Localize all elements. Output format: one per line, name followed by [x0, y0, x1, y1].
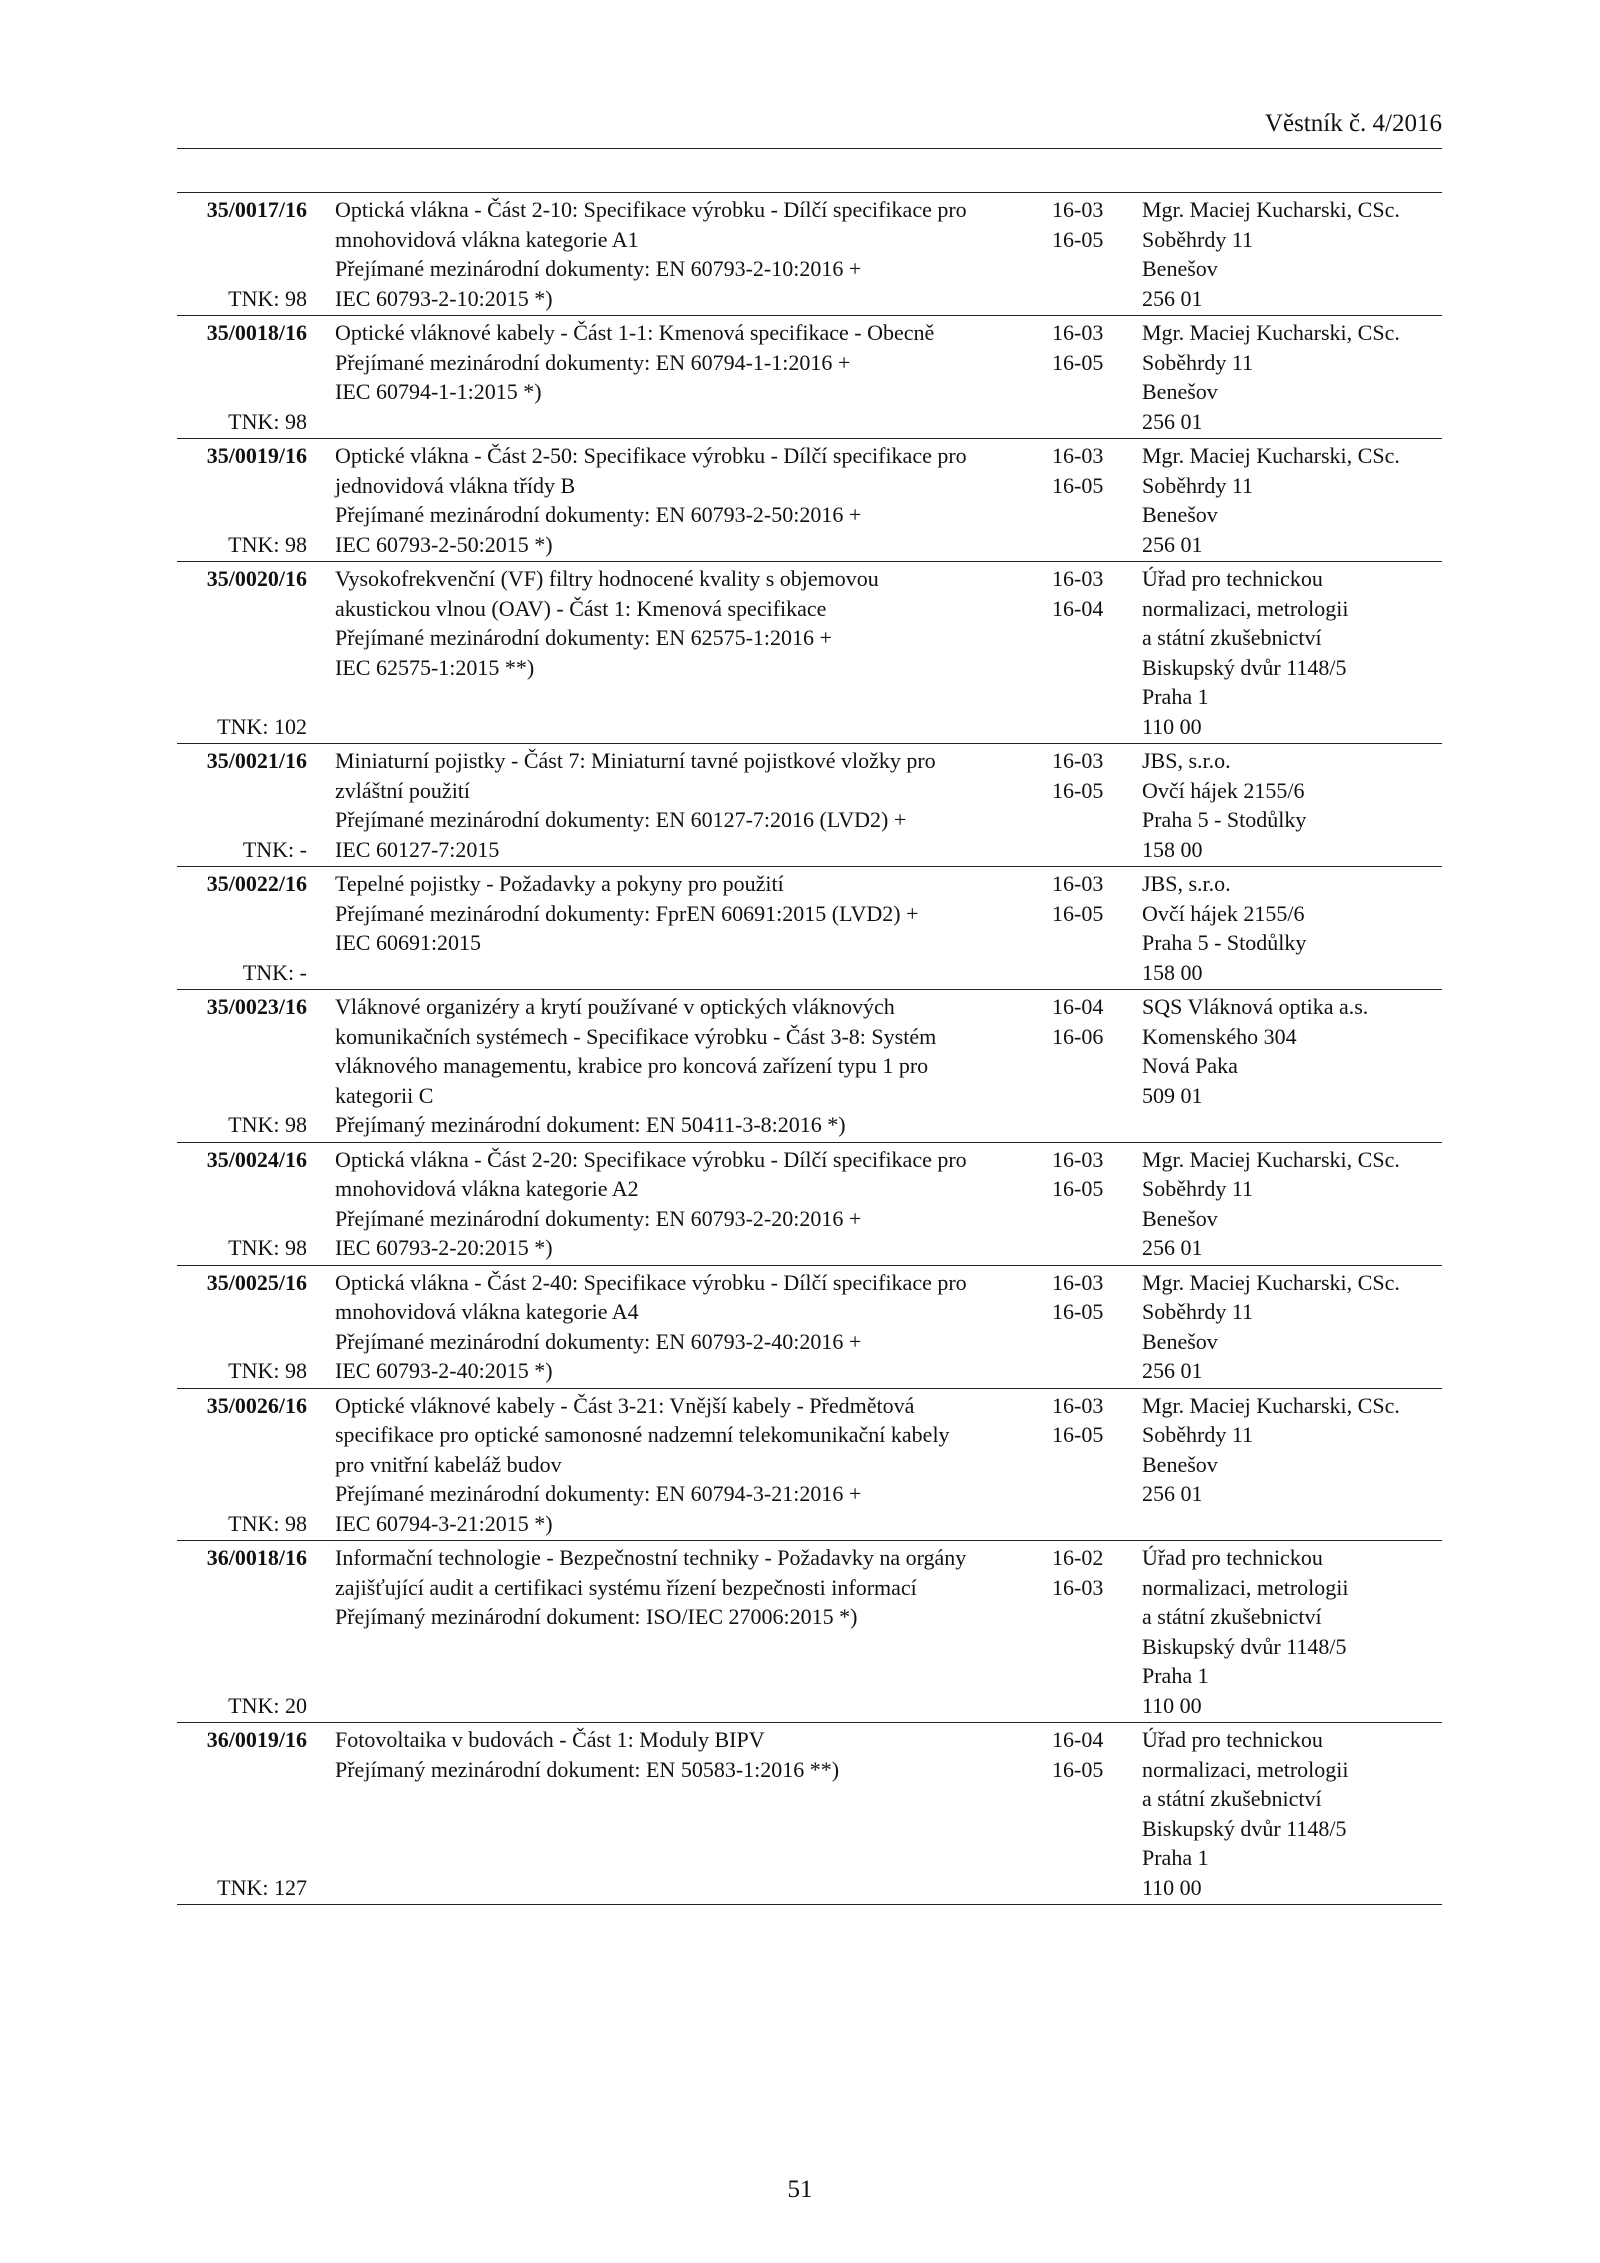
contact-line: normalizaci, metrologii: [1142, 1756, 1349, 1782]
description-line: Přejímané mezinárodní dokumenty: EN 60794-1-1:2016 +: [335, 349, 851, 375]
contact-line: 110 00: [1142, 1874, 1202, 1900]
standard-code: 35/0023/16: [206, 994, 307, 1019]
code-cell: [177, 1268, 307, 1386]
contact-cell: [1142, 1543, 1442, 1720]
description-cell: [307, 441, 1052, 559]
contact-line: Mgr. Maciej Kucharski, CSc.: [1142, 1269, 1400, 1295]
standard-code: 35/0021/16: [206, 748, 307, 773]
contact-line: normalizaci, metrologii: [1142, 1574, 1349, 1600]
date-line: 16-03: [1052, 1269, 1104, 1295]
contact-line: JBS, s.r.o.: [1142, 748, 1231, 773]
contact-line: Benešov: [1142, 502, 1218, 527]
contact-cell: [1142, 564, 1442, 741]
description-line: Přejímaný mezinárodní dokument: EN 50583-1:2016 **): [335, 1756, 840, 1782]
table-row: [177, 1143, 1442, 1266]
tnk-number: TNK: -: [242, 836, 307, 862]
contact-cell: [1142, 869, 1442, 987]
standard-code: 35/0026/16: [206, 1392, 307, 1418]
description-line: Přejímané mezinárodní dokumenty: EN 60127-7:2016 (LVD2) +: [335, 807, 907, 832]
contact-line: Benešov: [1142, 1328, 1218, 1354]
table-row: [177, 193, 1442, 316]
contact-line: Ovčí hájek 2155/6: [1142, 777, 1305, 803]
tnk-number: TNK: 20: [228, 1692, 307, 1718]
date-cell: [1052, 195, 1142, 313]
table-row: [177, 1723, 1442, 1905]
page-header: [177, 110, 1442, 149]
description-line: IEC 60793-2-20:2015 *): [335, 1235, 553, 1260]
contact-line: 509 01: [1142, 1082, 1203, 1108]
contact-line: Praha 5 - Stodůlky: [1142, 930, 1307, 955]
description-cell: [307, 564, 1052, 741]
date-line: 16-05: [1052, 1756, 1104, 1782]
table-row: [177, 316, 1442, 439]
description-cell: [307, 1268, 1052, 1386]
description-line: vláknového managementu, krabice pro koncová zařízení typu 1 pro: [335, 1053, 929, 1078]
description-line: Přejímané mezinárodní dokumenty: EN 60793-2-40:2016 +: [335, 1328, 862, 1354]
contact-line: Soběhrdy 11: [1142, 1299, 1254, 1324]
description-line: Fotovoltaika v budovách - Část 1: Moduly BIPV: [335, 1727, 765, 1752]
date-cell: [1052, 564, 1142, 741]
table-row: [177, 744, 1442, 867]
date-cell: [1052, 992, 1142, 1140]
date-cell: [1052, 1145, 1142, 1263]
date-line: 16-05: [1052, 777, 1104, 803]
date-cell: [1052, 1268, 1142, 1386]
description-line: Optické vláknové kabely - Část 1-1: Kmenová specifikace - Obecně: [335, 320, 935, 345]
description-cell: [307, 195, 1052, 313]
description-line: zvláštní použití: [335, 777, 471, 803]
contact-line: a státní zkušebnictví: [1142, 1786, 1322, 1811]
code-cell: [177, 441, 307, 559]
description-line: Optická vlákna - Část 2-10: Specifikace výrobku - Dílčí specifikace pro: [335, 197, 967, 222]
tnk-number: TNK: 102: [217, 713, 307, 739]
date-cell: [1052, 1725, 1142, 1902]
contact-line: Nová Paka: [1142, 1053, 1238, 1078]
contact-line: Komenského 304: [1142, 1023, 1297, 1049]
contact-line: 256 01: [1142, 1481, 1203, 1506]
date-cell: [1052, 1391, 1142, 1539]
date-line: 16-06: [1052, 1023, 1104, 1049]
table-row: [177, 562, 1442, 744]
standards-table: [177, 192, 1442, 1905]
contact-line: 256 01: [1142, 285, 1203, 311]
standard-code: 35/0025/16: [206, 1269, 307, 1295]
description-line: mnohovidová vlákna kategorie A4: [335, 1299, 639, 1324]
description-cell: [307, 992, 1052, 1140]
description-cell: [307, 318, 1052, 436]
code-cell: [177, 195, 307, 313]
standard-code: 35/0017/16: [206, 197, 307, 222]
contact-line: JBS, s.r.o.: [1142, 871, 1231, 896]
contact-line: Praha 1: [1142, 1663, 1209, 1688]
contact-line: 256 01: [1142, 1358, 1203, 1383]
description-line: IEC 60793-2-10:2015 *): [335, 285, 553, 311]
contact-line: Ovčí hájek 2155/6: [1142, 900, 1305, 926]
description-line: Tepelné pojistky - Požadavky a pokyny pro použití: [335, 871, 784, 896]
date-cell: [1052, 441, 1142, 559]
contact-line: Úřad pro technickou: [1142, 1545, 1323, 1570]
description-cell: [307, 1145, 1052, 1263]
tnk-number: TNK: 98: [228, 408, 307, 434]
tnk-number: TNK: 98: [228, 1112, 307, 1137]
code-cell: [177, 869, 307, 987]
date-line: 16-03: [1052, 566, 1104, 591]
code-cell: [177, 1391, 307, 1539]
date-line: 16-02: [1052, 1545, 1104, 1570]
contact-line: Praha 5 - Stodůlky: [1142, 807, 1307, 832]
date-line: 16-03: [1052, 871, 1104, 896]
date-cell: [1052, 1543, 1142, 1720]
contact-line: Mgr. Maciej Kucharski, CSc.: [1142, 1392, 1400, 1418]
description-line: Optické vlákna - Část 2-50: Specifikace výrobku - Dílčí specifikace pro: [335, 443, 967, 468]
date-line: 16-05: [1052, 226, 1104, 252]
date-line: 16-04: [1052, 1727, 1104, 1752]
description-line: IEC 60793-2-40:2015 *): [335, 1358, 553, 1383]
description-line: Přejímané mezinárodní dokumenty: FprEN 60691:2015 (LVD2) +: [335, 900, 919, 926]
description-line: Přejímané mezinárodní dokumenty: EN 62575-1:2016 +: [335, 625, 832, 650]
contact-cell: [1142, 195, 1442, 313]
contact-line: Soběhrdy 11: [1142, 226, 1254, 252]
contact-line: a státní zkušebnictví: [1142, 1604, 1322, 1629]
contact-line: 158 00: [1142, 836, 1203, 862]
code-cell: [177, 1725, 307, 1902]
date-cell: [1052, 746, 1142, 864]
date-line: 16-05: [1052, 472, 1104, 498]
page-number: 51: [787, 2176, 813, 2203]
standard-code: 35/0024/16: [206, 1146, 307, 1172]
date-line: 16-03: [1052, 1574, 1104, 1600]
code-cell: [177, 318, 307, 436]
description-line: komunikačních systémech - Specifikace výrobku - Část 3-8: Systém: [335, 1023, 937, 1049]
contact-line: Mgr. Maciej Kucharski, CSc.: [1142, 320, 1400, 345]
description-line: Přejímané mezinárodní dokumenty: EN 60793-2-50:2016 +: [335, 502, 862, 527]
contact-cell: [1142, 1268, 1442, 1386]
description-line: zajišťující audit a certifikaci systému řízení bezpečnosti informací: [335, 1574, 917, 1600]
description-line: IEC 60794-3-21:2015 *): [335, 1510, 553, 1536]
description-cell: [307, 746, 1052, 864]
contact-line: Benešov: [1142, 1205, 1218, 1231]
contact-line: Biskupský dvůr 1148/5: [1142, 654, 1347, 680]
contact-cell: [1142, 992, 1442, 1140]
date-line: 16-03: [1052, 1392, 1104, 1418]
contact-line: 256 01: [1142, 1235, 1203, 1260]
description-line: IEC 60793-2-50:2015 *): [335, 531, 553, 557]
contact-cell: [1142, 318, 1442, 436]
description-line: akustickou vlnou (OAV) - Část 1: Kmenová specifikace: [335, 595, 827, 621]
tnk-number: TNK: -: [242, 959, 307, 985]
description-line: specifikace pro optické samonosné nadzemní telekomunikační kabely: [335, 1422, 950, 1447]
description-line: Optická vlákna - Část 2-20: Specifikace výrobku - Dílčí specifikace pro: [335, 1146, 967, 1172]
description-line: Přejímané mezinárodní dokumenty: EN 60794-3-21:2016 +: [335, 1481, 862, 1506]
contact-line: normalizaci, metrologii: [1142, 595, 1349, 621]
description-line: Vysokofrekvenční (VF) filtry hodnocené kvality s objemovou: [335, 566, 879, 591]
standard-code: 36/0018/16: [206, 1545, 307, 1570]
description-line: mnohovidová vlákna kategorie A1: [335, 226, 639, 252]
description-line: Informační technologie - Bezpečnostní techniky - Požadavky na orgány: [335, 1545, 967, 1570]
standard-code: 36/0019/16: [206, 1727, 307, 1752]
table-row: [177, 1541, 1442, 1723]
date-line: 16-03: [1052, 443, 1104, 468]
description-cell: [307, 869, 1052, 987]
tnk-number: TNK: 98: [228, 1510, 307, 1536]
date-line: 16-04: [1052, 994, 1104, 1019]
contact-line: Benešov: [1142, 379, 1218, 404]
contact-line: 256 01: [1142, 408, 1203, 434]
standard-code: 35/0018/16: [206, 320, 307, 345]
contact-line: SQS Vláknová optika a.s.: [1142, 994, 1369, 1019]
description-line: Přejímané mezinárodní dokumenty: EN 60793-2-10:2016 +: [335, 256, 862, 281]
tnk-number: TNK: 98: [228, 531, 307, 557]
contact-line: 110 00: [1142, 713, 1202, 739]
description-line: Vláknové organizéry a krytí používané v optických vláknových: [335, 994, 895, 1019]
date-line: 16-05: [1052, 1422, 1104, 1447]
standard-code: 35/0019/16: [206, 443, 307, 468]
contact-cell: [1142, 1391, 1442, 1539]
contact-line: Úřad pro technickou: [1142, 566, 1323, 591]
contact-line: a státní zkušebnictví: [1142, 625, 1322, 650]
description-line: IEC 60691:2015: [335, 930, 482, 955]
date-line: 16-03: [1052, 320, 1104, 345]
date-line: 16-05: [1052, 1299, 1104, 1324]
contact-line: 256 01: [1142, 531, 1203, 557]
contact-cell: [1142, 1725, 1442, 1902]
date-line: 16-03: [1052, 748, 1104, 773]
description-line: Přejímané mezinárodní dokumenty: EN 60793-2-20:2016 +: [335, 1205, 862, 1231]
date-cell: [1052, 318, 1142, 436]
contact-line: 110 00: [1142, 1692, 1202, 1718]
table-row: [177, 867, 1442, 990]
date-line: 16-03: [1052, 197, 1104, 222]
code-cell: [177, 1543, 307, 1720]
contact-line: Soběhrdy 11: [1142, 1176, 1254, 1201]
description-line: Miniaturní pojistky - Část 7: Miniaturní tavné pojistkové vložky pro: [335, 748, 936, 773]
table-row: [177, 1389, 1442, 1542]
contact-cell: [1142, 746, 1442, 864]
journal-title: Věstník č. 4/2016: [1264, 110, 1442, 137]
contact-line: Soběhrdy 11: [1142, 349, 1254, 375]
contact-cell: [1142, 441, 1442, 559]
tnk-number: TNK: 127: [217, 1874, 307, 1900]
contact-cell: [1142, 1145, 1442, 1263]
description-line: IEC 60127-7:2015: [335, 836, 500, 862]
description-line: Optické vláknové kabely - Část 3-21: Vnější kabely - Předmětová: [335, 1392, 915, 1418]
table-row: [177, 1266, 1442, 1389]
date-cell: [1052, 869, 1142, 987]
contact-line: Benešov: [1142, 1451, 1218, 1477]
contact-line: Mgr. Maciej Kucharski, CSc.: [1142, 443, 1400, 468]
table-row: [177, 990, 1442, 1143]
table-row: [177, 439, 1442, 562]
description-line: pro vnitřní kabeláž budov: [335, 1451, 562, 1477]
code-cell: [177, 746, 307, 864]
contact-line: Praha 1: [1142, 684, 1209, 709]
contact-line: Soběhrdy 11: [1142, 472, 1254, 498]
tnk-number: TNK: 98: [228, 285, 307, 311]
tnk-number: TNK: 98: [228, 1235, 307, 1260]
date-line: 16-05: [1052, 1176, 1104, 1201]
description-line: mnohovidová vlákna kategorie A2: [335, 1176, 639, 1201]
code-cell: [177, 992, 307, 1140]
description-line: Přejímaný mezinárodní dokument: ISO/IEC 27006:2015 *): [335, 1604, 858, 1629]
date-line: 16-05: [1052, 900, 1104, 926]
description-line: Optická vlákna - Část 2-40: Specifikace výrobku - Dílčí specifikace pro: [335, 1269, 967, 1295]
contact-line: Benešov: [1142, 256, 1218, 281]
description-line: IEC 60794-1-1:2015 *): [335, 379, 542, 404]
contact-line: Soběhrdy 11: [1142, 1422, 1254, 1447]
contact-line: Mgr. Maciej Kucharski, CSc.: [1142, 1146, 1400, 1172]
contact-line: Praha 1: [1142, 1845, 1209, 1870]
date-line: 16-05: [1052, 349, 1104, 375]
code-cell: [177, 1145, 307, 1263]
code-cell: [177, 564, 307, 741]
standard-code: 35/0020/16: [206, 566, 307, 591]
description-cell: [307, 1543, 1052, 1720]
contact-line: Biskupský dvůr 1148/5: [1142, 1815, 1347, 1841]
contact-line: Biskupský dvůr 1148/5: [1142, 1633, 1347, 1659]
description-line: jednovidová vlákna třídy B: [335, 472, 576, 498]
description-line: kategorii C: [335, 1082, 434, 1108]
date-line: 16-03: [1052, 1146, 1104, 1172]
description-cell: [307, 1391, 1052, 1539]
description-cell: [307, 1725, 1052, 1902]
contact-line: Mgr. Maciej Kucharski, CSc.: [1142, 197, 1400, 222]
description-line: Přejímaný mezinárodní dokument: EN 50411-3-8:2016 *): [335, 1112, 846, 1137]
standard-code: 35/0022/16: [206, 871, 307, 896]
contact-line: Úřad pro technickou: [1142, 1727, 1323, 1752]
description-line: IEC 62575-1:2015 **): [335, 654, 535, 680]
date-line: 16-04: [1052, 595, 1104, 621]
contact-line: 158 00: [1142, 959, 1203, 985]
tnk-number: TNK: 98: [228, 1358, 307, 1383]
